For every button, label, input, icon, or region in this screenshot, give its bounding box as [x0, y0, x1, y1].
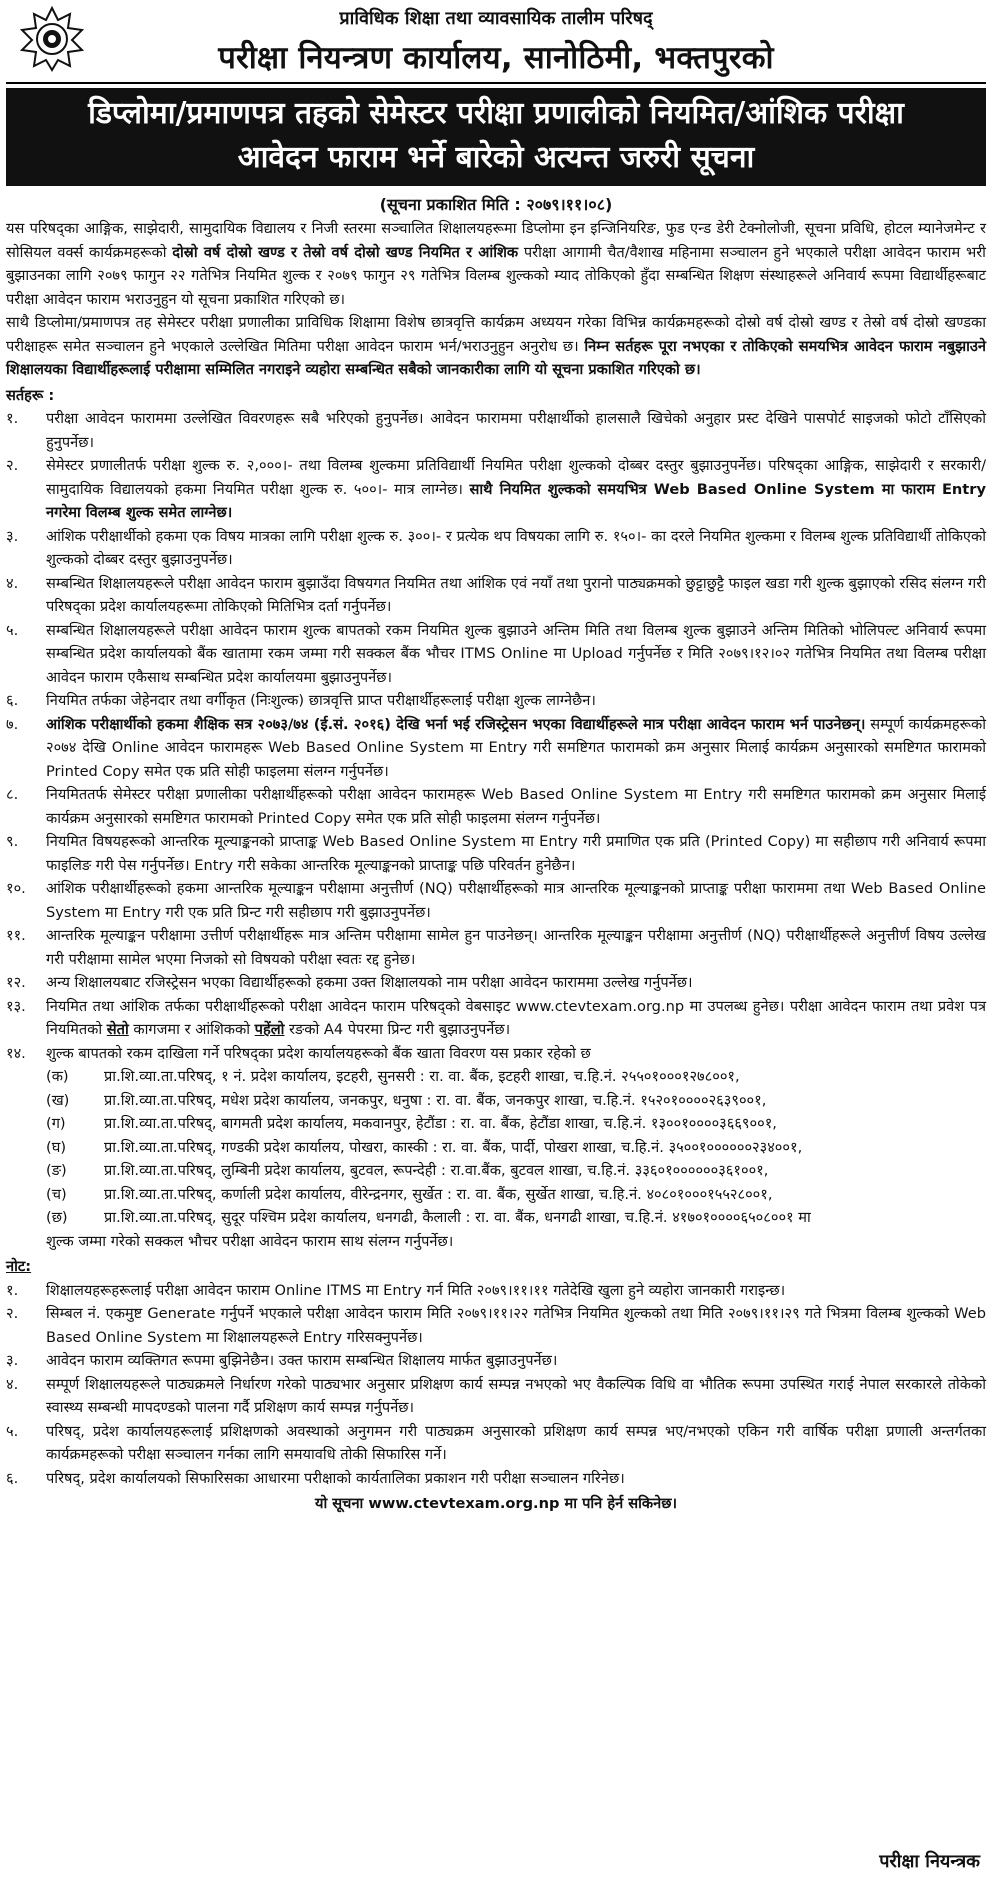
note-number: ६. [6, 1469, 19, 1487]
council-name: प्राविधिक शिक्षा तथा व्यावसायिक तालीम परिषद् [339, 8, 653, 29]
intro-bold-text: दोस्रो वर्ष दोस्रो खण्ड र तेस्रो वर्ष दोस्रो खण्ड नियमित र आंशिक [172, 243, 519, 261]
note-item [6, 1349, 986, 1373]
yellow-paper-word: पहेंलो [254, 1021, 285, 1038]
item-number: १. [6, 410, 19, 427]
note-item [6, 1279, 986, 1303]
condition-item [6, 995, 986, 1042]
item-text [46, 995, 986, 1042]
condition-item [6, 1042, 986, 1066]
item-text-plain: सेमेस्टर प्रणालीतर्फ परीक्षा शुल्क रु. २,०००।- तथा विलम्ब शुल्कमा प्रतिविद्यार्थी नियमित परीक्षा शुल्कको दोब्बर दस्तुर बुझाउनुपर्नेछ। परिषद्का आङ्गिक, साझेदारी र सरकारी/सामुदायिक विद्यालयको हकमा नियमित परीक्षा शुल्क रु. ५००।- मात्र लाग्नेछ। [46, 457, 986, 498]
item-number: ९. [6, 833, 19, 850]
condition-item [6, 924, 986, 971]
condition-item [6, 713, 986, 784]
item-text-plain: कागजमा र आंशिकको [128, 1021, 255, 1038]
item-text [46, 713, 986, 784]
bank-account-row [6, 1183, 986, 1207]
item-number: २. [6, 457, 19, 474]
note-text: सिम्बल नं. एकमुष्ट Generate गर्नुपर्ने भएकाले परीक्षा आवेदन फाराम मिति २०७९।११।२२ गतेभित्र नियमित शुल्कको तथा मिति २०७९।११।२९ गते भित्रमा विलम्ब शुल्कको Web Based Online System मा शिक्षालयहरूले Entry गरिसक्नुपर्नेछ। [46, 1305, 986, 1346]
item-number: १४. [6, 1044, 26, 1062]
second-paragraph [6, 311, 986, 382]
accounts-tail-text: शुल्क जम्मा गरेको सक्कल भौचर परीक्षा आवेदन फाराम साथ संलग्न गर्नुपर्नेछ। [46, 1232, 454, 1250]
condition-item [6, 407, 986, 454]
bank-account-row [6, 1065, 986, 1089]
account-key: (छ) [46, 1209, 68, 1226]
second-text: साथै डिप्लोमा/प्रमाणपत्र तह सेमेस्टर परीक्षा प्रणालीका प्राविधिक शिक्षामा विशेष छात्रवृत्ति कार्यक्रम अध्ययन गरेका विभिन्न कार्यक्रमहरूको दोस्रो वर्ष दोस्रो खण्ड र तेस्रो वर्ष दोस्रो खण्डका परीक्षाहरू समेत सञ्चालन हुने भएकाले उल्लेखित मितिमा परीक्षा आवेदन फाराम भर्न/भराउनुहुन अनुरोध छ। [6, 314, 986, 355]
note-number: ४. [6, 1375, 19, 1393]
note-number: ३. [6, 1352, 19, 1369]
item-text: आन्तरिक मूल्याङ्कन परीक्षामा उत्तीर्ण परीक्षार्थीहरू मात्र अन्तिम परीक्षामा सामेल हुन पाउनेछन्। आन्तरिक मूल्याङ्कन परीक्षामा अनुत्तीर्ण (NQ) परीक्षार्थीहरूले अनुत्तीर्ण विषय उल्लेख गरी परीक्षामा सामेल भएमा निजको सो विषयको परीक्षा स्वतः रद्द हुनेछ। [46, 927, 986, 968]
account-key: (च) [46, 1185, 67, 1203]
notice-title-line-1: डिप्लोमा/प्रमाणपत्र तहको सेमेस्टर परीक्षा प्रणालीको नियमित/आंशिक परीक्षा [88, 96, 904, 131]
account-text: प्रा.शि.व्या.ता.परिषद्, मधेश प्रदेश कार्यालय, जनकपुर, धनुषा : रा. वा. बैंक, जनकपुर शाखा, च.हि.नं. १५२०१००००२६३९००१, [104, 1091, 767, 1109]
note-number: १. [6, 1281, 19, 1299]
item-text: सम्बन्धित शिक्षालयहरूले परीक्षा आवेदन फाराम शुल्क बापतको रकम नियमित शुल्क बुझाउने अन्तिम मिति तथा विलम्ब शुल्क बुझाउने अन्तिम मितिको भोलिपल्ट अनिवार्य रूपमा सम्बन्धित प्रदेश कार्यालयको बैंक खातामा रकम जम्मा गरी सक्कल बैंक भौचर ITMS Online मा Upload गर्नुपर्नेछ र मिति २०७९।१२।०२ गतेभित्र नियमित तथा विलम्ब परीक्षा आवेदन फाराम एकैसाथ सम्बन्धित प्रदेश कार्यालयमा बुझाउनुपर्नेछ। [46, 621, 986, 686]
condition-item [6, 572, 986, 619]
signature-title: परीक्षा नियन्त्रक [879, 1851, 980, 1872]
item-text-plain: रङको A4 पेपरमा प्रिन्ट गरी बुझाउनुपर्नेछ। [284, 1021, 511, 1038]
note-text: शिक्षालयहरूहरूलाई परीक्षा आवेदन फाराम Online ITMS मा Entry गर्न मिति २०७९।११।११ गतेदेखि खुला हुने व्यहोरा जानकारी गराइन्छ। [46, 1281, 786, 1299]
item-number: ३. [6, 527, 19, 545]
white-paper-word: सेतो [106, 1021, 129, 1038]
item-text-bold: साथै नियमित शुल्कको समयभित्र Web Based Online System मा फाराम Entry नगरेमा विलम्ब शुल्क समेत लाग्नेछ। [46, 480, 986, 521]
bank-account-row [6, 1136, 986, 1160]
office-name: परीक्षा नियन्त्रण कार्यालय, सानोठिमी, भक्तपुरको [218, 40, 774, 76]
bank-account-row [6, 1089, 986, 1113]
second-bold-text: निम्न सर्तहरू पूरा नभएका र तोकिएको समयभित्र आवेदन फाराम नबुझाउने शिक्षालयका विद्यार्थीहरूलाई परीक्षामा सम्मिलित नगराइने व्यहोरा सम्बन्धित सबैको जानकारीका लागि यो सूचना प्रकाशित गरिएको छ। [6, 337, 986, 378]
item-text-bold: आंशिक परीक्षार्थीको हकमा शैक्षिक सत्र २०७३/७४ (ई.सं. २०१६) देखि भर्ना भई रजिस्ट्रेसन भएका विद्यार्थीहरूले मात्र परीक्षा आवेदन फाराम भर्न पाउनेछन्। [46, 715, 866, 733]
accounts-tail [6, 1230, 986, 1254]
notice-title-banner [6, 88, 986, 186]
item-text: आंशिक परीक्षार्थीहरूको हकमा आन्तरिक मूल्याङ्कन परीक्षामा अनुत्तीर्ण (NQ) परीक्षार्थीहरूको मात्र आन्तरिक मूल्याङ्कनको प्राप्ताङ्क परीक्षा फाराममा तथा Web Based Online System मा Entry गरी एक प्रति प्रिन्ट गरी सहीछाप गरी बुझाउनुपर्नेछ। [46, 880, 986, 921]
item-number: १२. [6, 974, 26, 991]
header [6, 0, 986, 84]
notice-body [6, 217, 986, 1516]
account-text: प्रा.शि.व्या.ता.परिषद्, गण्डकी प्रदेश कार्यालय, पोखरा, कास्की : रा. वा. बैंक, पार्दी, पोखरा शाखा, च.हि.नं. ३५००१००००००२३४००१, [104, 1138, 803, 1156]
note-number: २. [6, 1305, 19, 1322]
item-text: परीक्षा आवेदन फाराममा उल्लेखित विवरणहरू सबै भरिएको हुनुपर्नेछ। आवेदन फाराममा परीक्षार्थीको हालसालै खिचेको अनुहार प्रस्ट देखिने पासपोर्ट साइजको फोटो टाँसिएको हुनुपर्नेछ। [46, 410, 986, 451]
item-text [46, 454, 986, 525]
item-number: ८. [6, 786, 19, 803]
bank-account-row [6, 1159, 986, 1183]
condition-item [6, 454, 986, 525]
account-text: प्रा.शि.व्या.ता.परिषद्, सुदूर पश्चिम प्रदेश कार्यालय, धनगढी, कैलाली : रा. वा. बैंक, धनगढी शाखा, च.हि.नं. ४१७०१००००६५०८००१ मा [104, 1209, 811, 1226]
account-text: प्रा.शि.व्या.ता.परिषद्, बागमती प्रदेश कार्यालय, मकवानपुर, हेटौंडा : रा. वा. बैंक, हेटौंडा शाखा, च.हि.नं. १३००१००००३६६९००१, [104, 1115, 777, 1132]
note-text: परिषद्, प्रदेश कार्यालयको सिफारिसका आधारमा परीक्षाको कार्यतालिका प्रकाशन गरी परीक्षा सञ्चालन गरिनेछ। [46, 1469, 625, 1487]
item-number: ४. [6, 574, 19, 592]
account-key: (घ) [46, 1138, 67, 1156]
item-number: ५. [6, 621, 19, 639]
notice-title-line-2: आवेदन फाराम भर्ने बारेको अत्यन्त जरुरी सूचना [237, 140, 755, 175]
condition-item [6, 619, 986, 690]
note-text: परिषद्, प्रदेश कार्यालयहरूलाई प्रशिक्षणको अवस्थाको अनुगमन गरी पाठ्यक्रम अनुसारको प्रशिक्षण कार्य सम्पन्न भए/नभएको एकिन गरी वार्षिक परीक्षा प्रणाली अन्तर्गतका कार्यक्रमहरूको परीक्षा सञ्चालन गर्नका लागि समयावधि तोकी सिफारिस गर्ने। [46, 1422, 986, 1463]
item-text: अन्य शिक्षालयबाट रजिस्ट्रेसन भएका विद्यार्थीहरूको हकमा उक्त शिक्षालयको नाम परीक्षा आवेदन फाराममा उल्लेख गर्नुपर्नेछ। [46, 974, 693, 991]
condition-item [6, 971, 986, 995]
item-number: १३. [6, 997, 26, 1015]
note-item [6, 1467, 986, 1491]
item-text: नियमित तर्फका जेहेनदार तथा वर्गीकृत (निःशुल्क) छात्रवृत्ति प्राप्त परीक्षार्थीहरूलाई परीक्षा शुल्क लाग्नेछैन। [46, 692, 596, 709]
item-text: सम्बन्धित शिक्षालयहरूले परीक्षा आवेदन फाराम बुझाउँदा विषयगत नियमित तथा आंशिक एवं नयाँ तथा पुरानो पाठ्यक्रमको छुट्टाछुट्टै फाइल खडा गरी शुल्क बुझाएको रसिद संलग्न गरी परिषद्का प्रदेश कार्यालयहरूमा तोकिएको मितिभित्र दर्ता गर्नुपर्नेछ। [46, 574, 986, 615]
item-number: ६. [6, 692, 19, 709]
condition-item [6, 689, 986, 713]
bank-account-row [6, 1206, 986, 1230]
note-item [6, 1420, 986, 1467]
item-number: १०. [6, 880, 26, 897]
item-text: शुल्क बापतको रकम दाखिला गर्ने परिषद्का प्रदेश कार्यालयहरूको बैंक खाता विवरण यस प्रकार रहेको छ [46, 1044, 591, 1062]
account-text: प्रा.शि.व्या.ता.परिषद्, १ नं. प्रदेश कार्यालय, इटहरी, सुनसरी : रा. वा. बैंक, इटहरी शाखा, च.हि.नं. २५५०१०००१२७८००१, [104, 1068, 740, 1085]
item-text: आंशिक परीक्षार्थीको हकमा एक विषय मात्रका लागि परीक्षा शुल्क रु. ३००।- र प्रत्येक थप विषयका लागि रु. १५०।- का दरले नियमित शुल्कमा र विलम्ब शुल्क प्रतिविद्यार्थी तोकिएको शुल्कको दोब्बर दस्तुर बुझाउनुपर्नेछ। [46, 527, 986, 568]
condition-item [6, 525, 986, 572]
item-text-plain: सम्पूर्ण कार्यक्रमहरूको २०७४ देखि Online आवेदन फारामहरू Web Based Online System मा Entry गरी समष्टिगत फारामको क्रम अनुसार मिलाई कार्यक्रम अनुसारको समष्टिगत फारामको Printed Copy समेत एक प्रति सोही फाइलमा संलग्न गर्नुपर्नेछ। [46, 715, 986, 780]
intro-text-tail: परीक्षा आगामी चैत/वैशाख महिनामा सञ्चालन हुने भएकाले परीक्षा आवेदन फाराम भरी बुझाउनका लागि २०७९ फागुन २२ गतेभित्र नियमित शुल्क र २०७९ फागुन २९ गतेभित्र विलम्ब शुल्कको म्याद तोकिएको हुँदा सम्बन्धित शिक्षण संस्थाहरूले अनिवार्य रूपमा विद्यार्थीहरूबाट परीक्षा आवेदन फाराम भराउनुहुन यो सूचना प्रकाशित गरिएको छ। [6, 243, 986, 308]
note-item [6, 1373, 986, 1420]
account-key: (ङ) [46, 1162, 67, 1179]
item-number: ७. [6, 715, 19, 733]
intro-text: यस परिषद्का आङ्गिक, साझेदारी, सामुदायिक विद्यालय र निजी स्तरमा सञ्चालित शिक्षालयहरूमा डिप्लोमा इन इन्जिनियरिङ, फुड एन्ड डेरी टेक्नोलोजी, सूचना प्रविधि, होटल म्यानेजमेन्ट र सोसियल वर्क्स कार्यक्रमहरूको [6, 220, 986, 261]
account-key: (ख) [46, 1091, 70, 1109]
website-notice: यो सूचना www.ctevtexam.org.np मा पनि हेर्न सकिनेछ। [314, 1495, 677, 1512]
item-number: ११. [6, 927, 26, 944]
account-key: (ग) [46, 1115, 66, 1132]
intro-paragraph [6, 217, 986, 311]
item-text-plain: नियमित तथा आंशिक तर्फका परीक्षार्थीहरूको परीक्षा आवेदन फाराम परिषद्को वेबसाइट www.ctevtexam.org.np मा उपलब्ध हुनेछ। परीक्षा आवेदन फाराम तथा प्रवेश पत्र नियमितको [46, 997, 986, 1038]
item-text: नियमित विषयहरूको आन्तरिक मूल्याङ्कनको प्राप्ताङ्क Web Based Online System मा Entry गरी प्रमाणित एक प्रति (Printed Copy) मा सहीछाप गरी अनिवार्य रूपमा फाइलिङ गरी पेस गर्नुपर्नेछ। Entry गरी सकेका आन्तरिक मूल्याङ्कनको प्राप्ताङ्क पछि परिवर्तन हुनेछैन। [46, 833, 986, 874]
conditions-label: सर्तहरू : [6, 386, 55, 404]
publication-date: (सूचना प्रकाशित मिति : २०७९।११।०८) [379, 195, 613, 214]
item-text: नियमिततर्फ सेमेस्टर परीक्षा प्रणालीका परीक्षार्थीहरूको परीक्षा आवेदन फारामहरू Web Based Online System मा Entry गरी समष्टिगत फारामको क्रम अनुसार मिलाई कार्यक्रम अनुसारको समष्टिगत फारामको Printed Copy समेत एक प्रति सोही फाइलमा संलग्न गर्नुपर्नेछ। [46, 786, 986, 827]
condition-item [6, 830, 986, 877]
bank-account-row [6, 1112, 986, 1136]
notes-label: नोट: [6, 1258, 32, 1275]
condition-item [6, 877, 986, 924]
note-text: आवेदन फाराम व्यक्तिगत रूपमा बुझिनेछैन। उक्त फाराम सम्बन्धित शिक्षालय मार्फत बुझाउनुपर्नेछ। [46, 1352, 558, 1369]
account-text: प्रा.शि.व्या.ता.परिषद्, कर्णाली प्रदेश कार्यालय, वीरेन्द्रनगर, सुर्खेत : रा. वा. बैंक, सुर्खेत शाखा, च.हि.नं. ४०८०१०००१५५२८००१, [104, 1185, 773, 1203]
note-item [6, 1302, 986, 1349]
note-text: सम्पूर्ण शिक्षालयहरूले पाठ्यक्रमले निर्धारण गरेको पाठ्यभार अनुसार प्रशिक्षण कार्य सम्पन्न नभएको भए वैकल्पिक विधि वा भौतिक रूपमा उपस्थित गराई नेपाल सरकारले तोकेको स्वास्थ्य सम्बन्धी मापदण्डको पालना गर्दै प्रशिक्षण कार्य सम्पन्न गर्नुपर्नेछ। [46, 1375, 986, 1416]
note-number: ५. [6, 1422, 19, 1440]
account-key: (क) [46, 1068, 69, 1085]
condition-item [6, 783, 986, 830]
account-text: प्रा.शि.व्या.ता.परिषद्, लुम्बिनी प्रदेश कार्यालय, बुटवल, रूपन्देही : रा.वा.बैंक, बुटवल शाखा, च.हि.नं. ३३६०१००००००३६१००१, [104, 1162, 769, 1179]
